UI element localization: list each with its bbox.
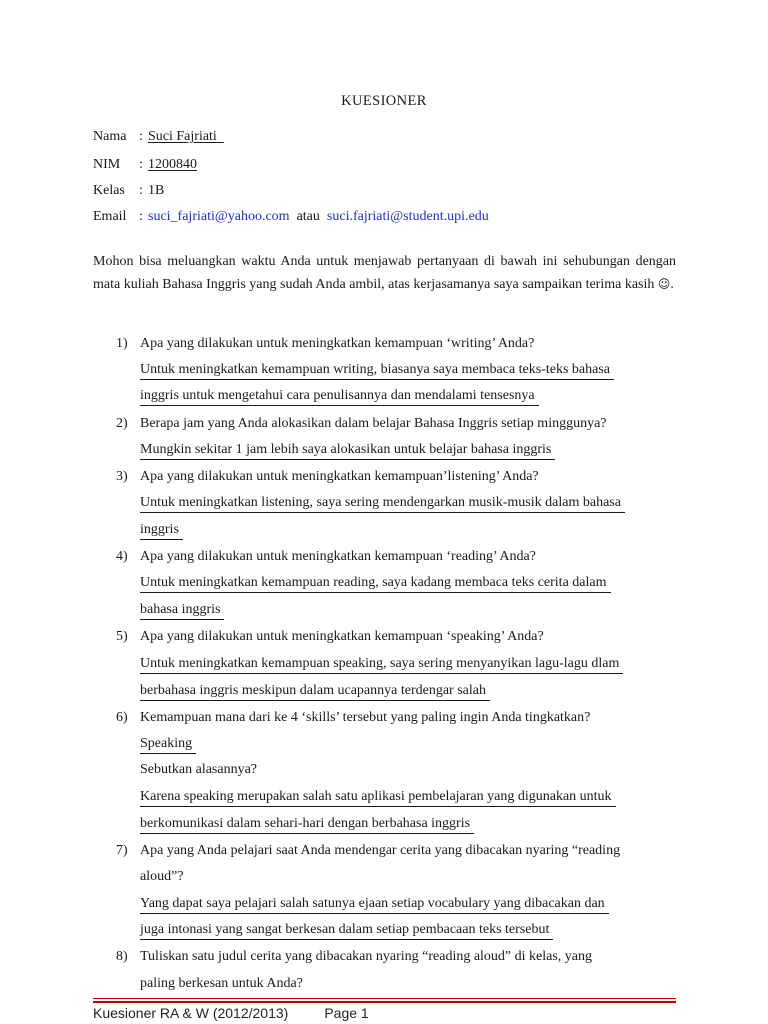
footer-title: Kuesioner RA & W (2012/2013)	[93, 1005, 289, 1021]
info-email	[93, 207, 489, 227]
email-link-upi[interactable]: suci.fajriati@student.upi.edu	[326, 209, 489, 224]
email-link-yahoo[interactable]: suci_fajriati@yahoo.com	[148, 209, 290, 224]
nim-value: 1200840	[148, 157, 197, 172]
question-text: Berapa jam yang Anda alokasikan dalam belajar Bahasa Inggris setiap minggunya?	[140, 416, 607, 431]
intro-period: .	[670, 277, 674, 292]
question-text: Apa yang dilakukan untuk meningkatkan kemampuan’listening’ Anda?	[140, 469, 539, 484]
answer-text: Mungkin sekitar 1 jam lebih saya alokasikan untuk belajar bahasa inggris	[140, 441, 555, 460]
question-number: 2)	[116, 416, 128, 431]
nama-value: Suci Fajriati	[148, 129, 217, 144]
colon: :	[139, 183, 143, 198]
question-number: 7)	[116, 843, 128, 858]
nama-label: Nama	[93, 129, 127, 144]
question-number: 8)	[116, 949, 128, 964]
answer-text: juga intonasi yang sangat berkesan dalam setiap pembacaan teks tersebut	[140, 921, 553, 940]
question-text-continued: aloud”?	[140, 869, 184, 884]
answer-text: Untuk meningkatkan kemampuan writing, biasanya saya membaca teks-teks bahasa	[140, 361, 614, 380]
info-nim	[93, 155, 197, 175]
question-number: 1)	[116, 336, 128, 351]
answer-text: Karena speaking merupakan salah satu aplikasi pembelajaran yang digunakan untuk	[140, 788, 616, 807]
question-number: 6)	[116, 710, 128, 725]
email-label: Email	[93, 209, 127, 224]
colon: :	[139, 157, 143, 172]
kelas-value: 1B	[148, 183, 165, 198]
intro-paragraph	[93, 251, 676, 296]
smiley-icon: ☺	[657, 277, 671, 291]
kelas-label: Kelas	[93, 183, 125, 198]
answer-text: inggris untuk mengetahui cara penulisannya dan mendalami tensesnya	[140, 387, 539, 406]
question-number: 3)	[116, 469, 128, 484]
question-text: Apa yang dilakukan untuk meningkatkan kemampuan ‘writing’ Anda?	[140, 336, 535, 351]
answer-text: Untuk meningkatkan kemampuan reading, saya kadang membaca teks cerita dalam	[140, 574, 611, 593]
page-number: Page 1	[324, 1005, 369, 1021]
question-number: 4)	[116, 549, 128, 564]
question-text: Tuliskan satu judul cerita yang dibacakan nyaring “reading aloud” di kelas, yang	[140, 949, 593, 964]
answer-text: bahasa inggris	[140, 601, 224, 620]
colon: :	[139, 129, 143, 144]
footer-divider-thick	[93, 1001, 676, 1003]
document-title: KUESIONER	[341, 93, 427, 109]
question-text: Kemampuan mana dari ke 4 ‘skills’ tersebut yang paling ingin Anda tingkatkan?	[140, 710, 591, 725]
question-text: Apa yang dilakukan untuk meningkatkan kemampuan ‘reading’ Anda?	[140, 549, 536, 564]
info-nama	[93, 127, 224, 147]
answer-text: berkomunikasi dalam sehari-hari dengan berbahasa inggris	[140, 815, 474, 834]
colon: :	[139, 209, 143, 224]
sub-question-text: Sebutkan alasannya?	[140, 762, 258, 777]
answer-text: Untuk meningkatkan listening, saya sering mendengarkan musik-musik dalam bahasa	[140, 494, 625, 513]
answer-text: Speaking	[140, 735, 196, 754]
answer-text: berbahasa inggris meskipun dalam ucapannya terdengar salah	[140, 682, 490, 701]
question-number: 5)	[116, 629, 128, 644]
intro-text: Mohon bisa meluangkan waktu Anda untuk menjawab pertanyaan di bawah ini sehubungan dengan mata kuliah Bahasa Inggris yang sudah Anda ambil, atas kerjasamanya saya sampaikan terima kasih	[93, 254, 676, 292]
atau-text: atau	[296, 209, 320, 224]
question-text-continued: paling berkesan untuk Anda?	[140, 976, 303, 991]
question-text: Apa yang Anda pelajari saat Anda mendengar cerita yang dibacakan nyaring “reading	[140, 843, 621, 858]
info-kelas	[93, 181, 164, 201]
nim-label: NIM	[93, 157, 121, 172]
answer-text: Untuk meningkatkan kemampuan speaking, saya sering menyanyikan lagu-lagu dlam	[140, 655, 623, 674]
footer-divider	[93, 998, 676, 999]
answer-text: inggris	[140, 521, 183, 540]
answer-text: Yang dapat saya pelajari salah satunya ejaan setiap vocabulary yang dibacakan dan	[140, 895, 609, 914]
question-text: Apa yang dilakukan untuk meningkatkan kemampuan ‘speaking’ Anda?	[140, 629, 544, 644]
page-footer	[93, 1005, 369, 1021]
